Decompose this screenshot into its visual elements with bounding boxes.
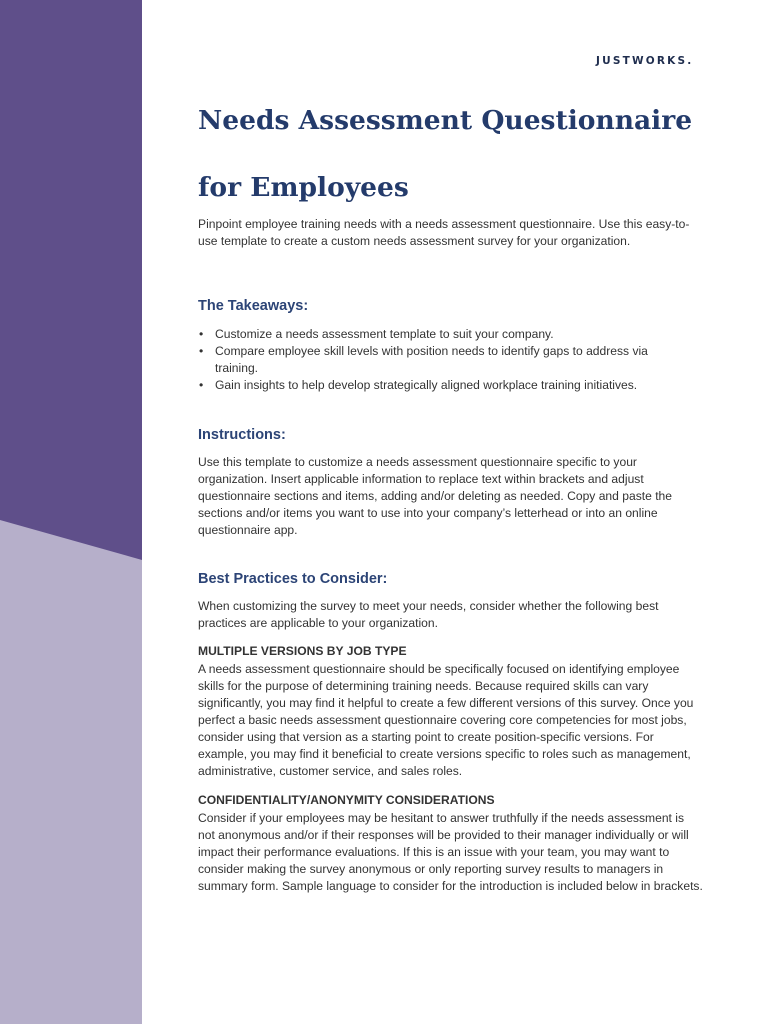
justworks-logo: JUSTWORKS. bbox=[596, 55, 694, 67]
list-item bbox=[198, 326, 703, 343]
multiple-versions-heading: MULTIPLE VERSIONS BY JOB TYPE bbox=[198, 644, 407, 658]
instructions-heading: Instructions: bbox=[198, 427, 286, 443]
best-practices-heading: Best Practices to Consider: bbox=[198, 571, 388, 587]
takeaways-heading: The Takeaways: bbox=[198, 298, 309, 314]
list-item-text: Gain insights to help develop strategically aligned workplace training initiatives. bbox=[215, 378, 638, 392]
bullet-icon: • bbox=[199, 327, 204, 341]
intro-paragraph: Pinpoint employee training needs with a needs assessment questionnaire. Use this easy-to-use template to create a custom needs assessment survey for your organization. bbox=[198, 217, 690, 248]
decorative-side-band bbox=[0, 0, 142, 1024]
page-title-line-2: for Employees bbox=[198, 172, 409, 203]
bullet-icon: • bbox=[199, 378, 204, 392]
multiple-versions-paragraph: A needs assessment questionnaire should be specifically focused on identifying employee skills for the purpose of determining training needs. Because required skills can vary significantly, you may find it helpful to create a few different versions of this survey. Once you perfect a basic needs assessment questionnaire covering core competencies for most jobs, consider using that version as a starting point to create position-specific versions. For example, you may find it beneficial to create versions specific to roles such as management, administrative, customer service, and sales roles. bbox=[198, 662, 694, 778]
best-practices-intro: When customizing the survey to meet your needs, consider whether the following best practices are applicable to your organization. bbox=[198, 599, 659, 630]
list-item bbox=[198, 343, 703, 377]
list-item-text: Customize a needs assessment template to suit your company. bbox=[215, 327, 554, 341]
list-item-text: Compare employee skill levels with position needs to identify gaps to address via training. bbox=[215, 344, 648, 375]
instructions-paragraph: Use this template to customize a needs assessment questionnaire specific to your organization. Insert applicable information to replace text within brackets and adjust questionnaire sections and items, adding and/or deleting as needed. Copy and paste the sections and/or items you want to use into your company’s letterhead or into an online questionnaire app. bbox=[198, 455, 673, 537]
bullet-icon: • bbox=[199, 344, 204, 358]
side-band-dark bbox=[0, 0, 142, 560]
page-title-line-1: Needs Assessment Questionnaire bbox=[198, 105, 693, 136]
list-item bbox=[198, 377, 703, 394]
confidentiality-heading: CONFIDENTIALITY/ANONYMITY CONSIDERATIONS bbox=[198, 793, 495, 807]
takeaways-list bbox=[198, 326, 703, 394]
confidentiality-paragraph: Consider if your employees may be hesitant to answer truthfully if the needs assessment is not anonymous and/or if their responses will be provided to their manager individually or will impact their performance evaluations. If this is an issue with your team, you may want to consider making the survey anonymous or only reporting survey results to managers in summary form. Sample language to consider for the introduction is included below in brackets. bbox=[198, 811, 703, 893]
side-band-graphic bbox=[0, 0, 142, 1024]
